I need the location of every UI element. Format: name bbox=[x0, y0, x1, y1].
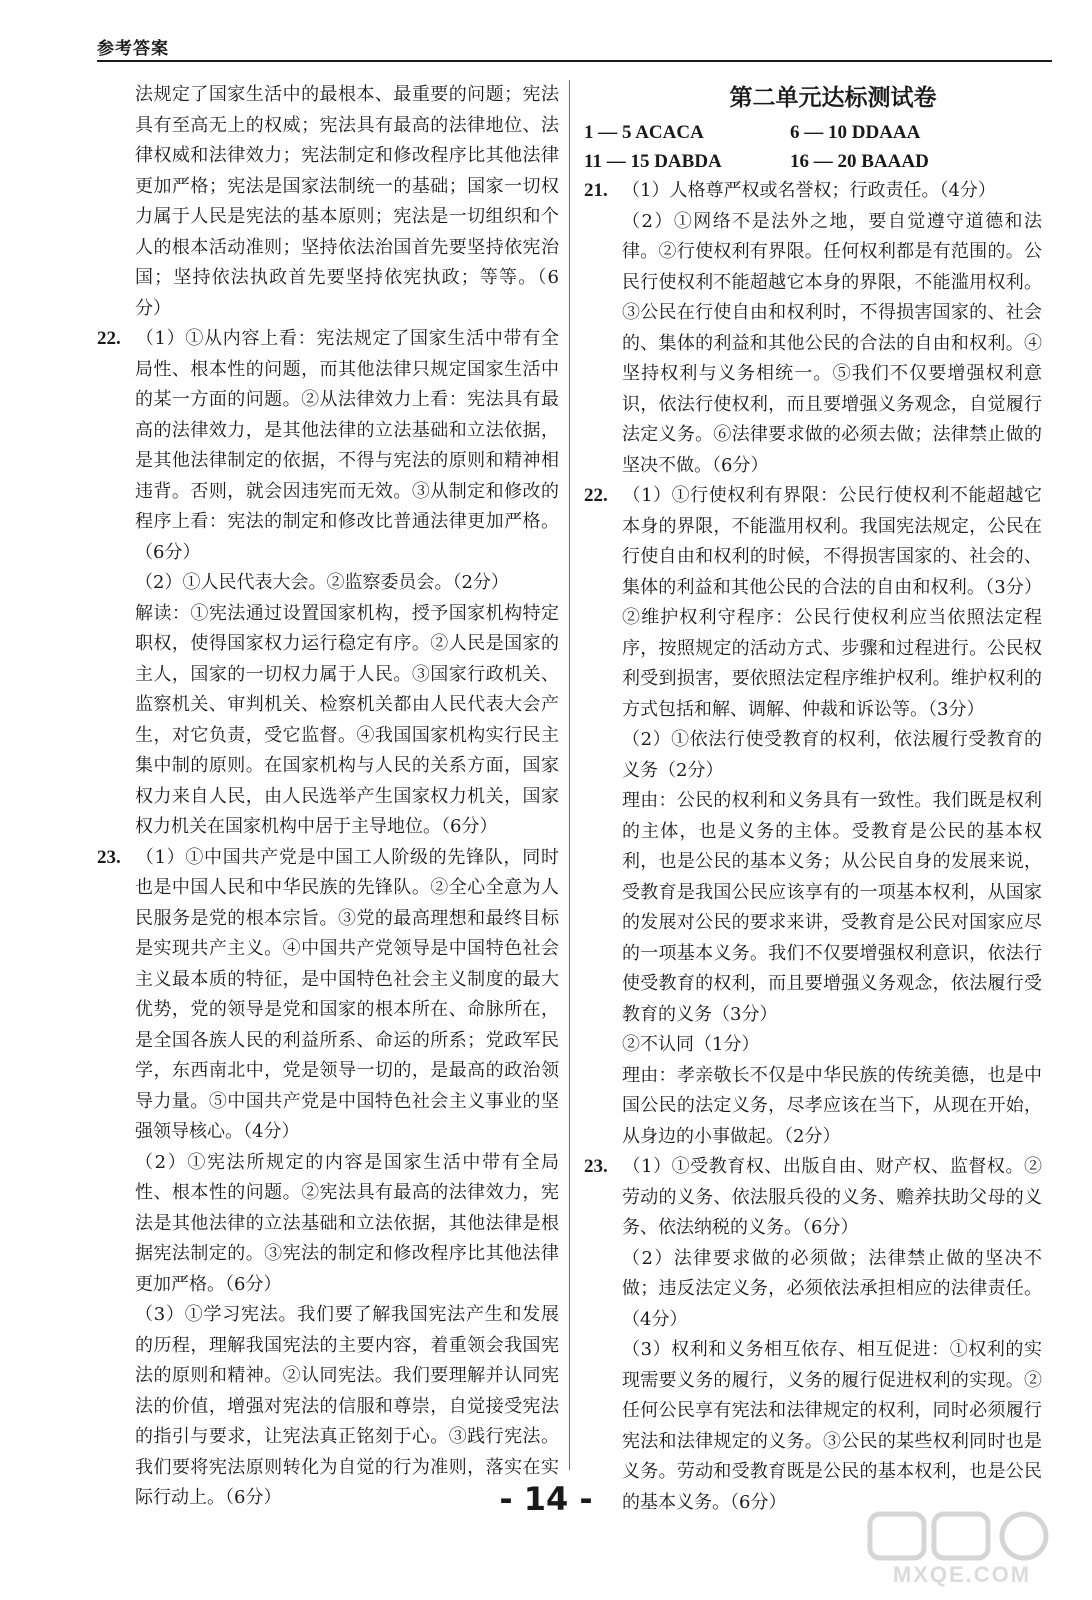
right-q22-reason2: 理由：孝亲敬长不仅是中华民族的传统美德，也是中国公民的法定义务，尽孝应该在当下，从现在开始，从身边的小事做起。（2分） bbox=[622, 1064, 1042, 1147]
watermark-logo bbox=[862, 1508, 1062, 1588]
mc-answers-16-20: 16 — 20 BAAAD bbox=[790, 151, 929, 172]
right-q21-number: 21. bbox=[584, 180, 608, 201]
left-q23-part2: （2）①宪法所规定的内容是国家生活中带有全局性、根本性的问题。②宪法具有最高的法律效力，宪法是其他法律的立法基础和立法依据，其他法律是根据宪法制定的。③宪法的制定和修改程序比其他法律更加严格。（6分） bbox=[135, 1151, 559, 1295]
header-rule bbox=[97, 60, 1052, 62]
right-q22-number: 22. bbox=[584, 485, 608, 506]
right-q22-part2b: ②不认同（1分） bbox=[622, 1034, 760, 1055]
right-column bbox=[584, 80, 1042, 1518]
left-q23-text1: （1）①中国共产党是中国工人阶级的先锋队，同时也是中国人民和中华民族的先锋队。②全心全意为人民服务是党的根本宗旨。③党的最高理想和最终目标是实现共产主义。④中国共产党领导是中国特色社会主义最本质的特征，是中国特色社会主义制度的最大优势，党的领导是党和国家的根本所在、命脉所在，是全国各族人民的利益所系、命运的所系；党政军民学，东西南北中，党是领导一切的，是最高的政治领导力量。⑤中国共产党是中国特色社会主义事业的坚强领导核心。（4分） bbox=[135, 846, 559, 1142]
left-q22-explanation: 解读：①宪法通过设置国家机构，授予国家机构特定职权，使得国家权力运行稳定有序。②人民是国家的主人，国家的一切权力属于人民。③国家行政机关、监察机关、审判机关、检察机关都由人民代表大会产生，对它负责，受它监督。④我国国家机构实行民主集中制的原则。在国家机构与人民的关系方面，国家权力来自人民，由人民选举产生国家权力机关，国家权力机关在国家机构中居于主导地位。（6分） bbox=[135, 602, 559, 837]
right-q21-text1: （1）人格尊严权或名誉权；行政责任。（4分） bbox=[622, 180, 996, 201]
page-number: - 14 - bbox=[499, 1480, 593, 1518]
right-q23-text1: （1）①受教育权、出版自由、财产权、监督权。②劳动的义务、依法服兵役的义务、赡养扶助父母的义务、依法纳税的义务。（6分） bbox=[622, 1156, 1042, 1238]
watermark-logo-icon bbox=[862, 1508, 1062, 1564]
left-q23-part3: （3）①学习宪法。我们要了解我国宪法产生和发展的历程，理解我国宪法的主要内容，着重领会我国宪法的原则和精神。②认同宪法。我们要理解并认同宪法的价值，增强对宪法的信服和尊崇，自觉接受宪法的指引与要求，让宪法真正铭刻于心。③践行宪法。我们要将宪法原则转化为自觉的行为准则，落实在实际行动上。（6分） bbox=[135, 1304, 559, 1508]
right-q23-part3: （3）权利和义务相互依存、相互促进：①权利的实现需要义务的履行，义务的履行促进权利的实现。②任何公民享有宪法和法律规定的权利，同时必须履行宪法和法律规定的义务。③公民的某些权利同时也是义务。劳动和受教育既是公民的基本权利，也是公民的基本义务。（6分） bbox=[622, 1339, 1042, 1513]
left-q23-number: 23. bbox=[97, 846, 121, 868]
section-title: 第二单元达标测试卷 bbox=[729, 85, 937, 111]
right-q22-text1: （1）①行使权利有界限：公民行使权利不能超越它本身的界限，不能滥用权利。我国宪法规定，公民在行使自由和权利的时候，不得损害国家的、社会的、集体的利益和其他公民的合法的自由和权利。（3分）②维护权利守程序：公民行使权利应当依照法定程序，按照规定的活动方式、步骤和过程进行。公民权利受到损害，要依照法定程序维护权利。维护权利的方式包括和解、调解、仲裁和诉讼等。（3分） bbox=[622, 485, 1042, 720]
mc-answers-11-15: 11 — 15 DABDA bbox=[584, 151, 722, 172]
right-q22-reason1: 理由：公民的权利和义务具有一致性。我们既是权利的主体，也是义务的主体。受教育是公民的基本权利，也是公民的基本义务；从公民自身的发展来说，受教育是我国公民应该享有的一项基本权利，从国家的发展对公民的要求来讲，受教育是公民对国家应尽的一项基本义务。我们不仅要增强权利意识，依法行使受教育的权利，而且要增强义务观念，依法履行受教育的义务（3分） bbox=[622, 790, 1042, 1025]
left-column bbox=[97, 80, 559, 1514]
left-q22-number: 22. bbox=[97, 328, 121, 349]
mc-answers-6-10: 6 — 10 DDAAA bbox=[790, 122, 921, 143]
mc-answers-row-1 bbox=[584, 118, 1042, 147]
right-q22-part1 bbox=[584, 481, 1042, 725]
left-q22-part2: （2）①人民代表大会。②监察委员会。（2分） bbox=[135, 572, 509, 593]
right-q23-number: 23. bbox=[584, 1156, 608, 1177]
watermark-text: MXQE.COM bbox=[892, 1562, 1032, 1587]
right-q23-part2: （2）法律要求做的必须做；法律禁止做的坚决不做；违反法定义务，必须依法承担相应的法律责任。（4分） bbox=[622, 1247, 1042, 1330]
right-q22-part2: （2）①依法行使受教育的权利，依法履行受教育的义务（2分） bbox=[622, 729, 1042, 781]
mc-answers-row-2 bbox=[584, 147, 1042, 176]
header-label: 参考答案 bbox=[97, 39, 169, 59]
left-intro: 法规定了国家生活中的最根本、最重要的问题；宪法具有至高无上的权威；宪法具有最高的法律地位、法律权威和法律效力；宪法制定和修改程序比其他法律更加严格；宪法是国家法制统一的基础；国家一切权力属于人民是宪法的基本原则；宪法是一切组织和个人的根本活动准则；坚持依法治国首先要坚持依宪治国；坚持依法执政首先要坚持依宪执政；等等。（6分） bbox=[135, 84, 559, 319]
left-q22-text1: （1）①从内容上看：宪法规定了国家生活中带有全局性、根本性的问题，而其他法律只规定国家生活中的某一方面的问题。②从法律效力上看：宪法具有最高的法律效力，是其他法律的立法基础和立法依据，是其他法律制定的依据，不得与宪法的原则和精神相违背。否则，就会因违宪而无效。③从制定和修改的程序上看：宪法的制定和修改比普通法律更加严格。（6分） bbox=[135, 328, 559, 563]
right-q23-part1 bbox=[584, 1152, 1042, 1244]
right-q21-part1 bbox=[584, 176, 1042, 207]
left-q23-part1 bbox=[97, 843, 559, 1148]
column-divider bbox=[569, 80, 570, 1470]
right-q21-part2: （2）①网络不是法外之地，要自觉遵守道德和法律。②行使权利有界限。任何权利都是有范围的。公民行使权利不能超越它本身的界限，不能滥用权利。③公民在行使自由和权利时，不得损害国家的、社会的、集体的利益和其他公民的合法的自由和权利。④坚持权利与义务相统一。⑤我们不仅要增强权利意识，依法行使权利，而且要增强义务观念，自觉履行法定义务。⑥法律要求做的必须去做；法律禁止做的坚决不做。（6分） bbox=[622, 210, 1042, 476]
left-q22-part1 bbox=[97, 324, 559, 568]
mc-answers-1-5: 1 — 5 ACACA bbox=[584, 122, 704, 143]
